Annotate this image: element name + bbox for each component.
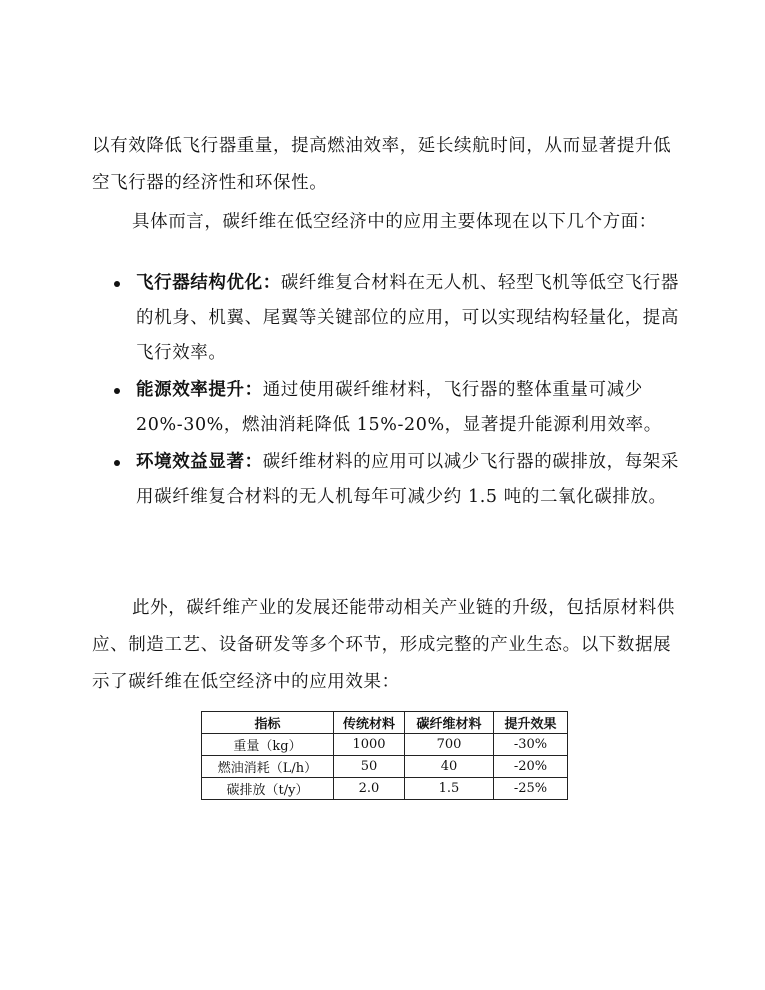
bullet-text: 碳纤维复合材料在无人机、轻型飞机等低空飞行器的机身、机翼、尾翼等关键部位的应用，可以实现结构轻量化，提高飞行效率。 [136,273,680,363]
header-improvement: 提升效果 [494,712,568,734]
table-row [202,756,568,778]
comparison-table [201,711,568,800]
header-traditional: 传统材料 [334,712,405,734]
bullet-item-structure [92,266,682,371]
paragraph-industry-chain: 此外，碳纤维产业的发展还能带动相关产业链的升级，包括原材料供应、制造工艺、设备研发等多个环节，形成完整的产业生态。以下数据展示了碳纤维在低空经济中的应用效果： [92,597,675,692]
table-cell: 碳排放（t/y） [202,778,334,800]
table-cell: 2.0 [334,778,405,800]
table-row [202,734,568,756]
bullet-title: 能源效率提升： [136,380,263,400]
paragraph-intro-continued: 以有效降低飞行器重量，提高燃油效率，延长续航时间，从而显著提升低空飞行器的经济性和环保性。 [92,135,672,193]
table-cell: 1000 [334,734,405,756]
bullet-text: 通过使用碳纤维材料，飞行器的整体重量可减少 20%-30%，燃油消耗降低 15%-20%，显著提升能源利用效率。 [136,380,662,435]
bullet-dot-icon [114,460,120,466]
table-header-row [202,712,568,734]
table-cell: 40 [405,756,494,778]
paragraph-applications-lead: 具体而言，碳纤维在低空经济中的应用主要体现在以下几个方面： [132,211,657,232]
bullet-text: 碳纤维材料的应用可以减少飞行器的碳排放，每架采用碳纤维复合材料的无人机每年可减少约 1.5 吨的二氧化碳排放。 [136,452,680,507]
table-cell: 1.5 [405,778,494,800]
table-cell: 燃油消耗（L/h） [202,756,334,778]
table-cell: -30% [494,734,568,756]
bullet-dot-icon [114,388,120,394]
table-cell: -20% [494,756,568,778]
table-cell: 700 [405,734,494,756]
table-cell: 重量（kg） [202,734,334,756]
header-carbon-fiber: 碳纤维材料 [405,712,494,734]
application-bullet-list [92,266,682,517]
bullet-title: 环境效益显著： [136,452,263,472]
bullet-item-energy [92,373,682,443]
bullet-dot-icon [114,281,120,287]
comparison-table-container [201,711,568,800]
table-row [202,778,568,800]
table-cell: -25% [494,778,568,800]
header-indicator: 指标 [202,712,334,734]
bullet-title: 飞行器结构优化： [136,273,281,293]
table-cell: 50 [334,756,405,778]
bullet-item-environment [92,445,682,515]
